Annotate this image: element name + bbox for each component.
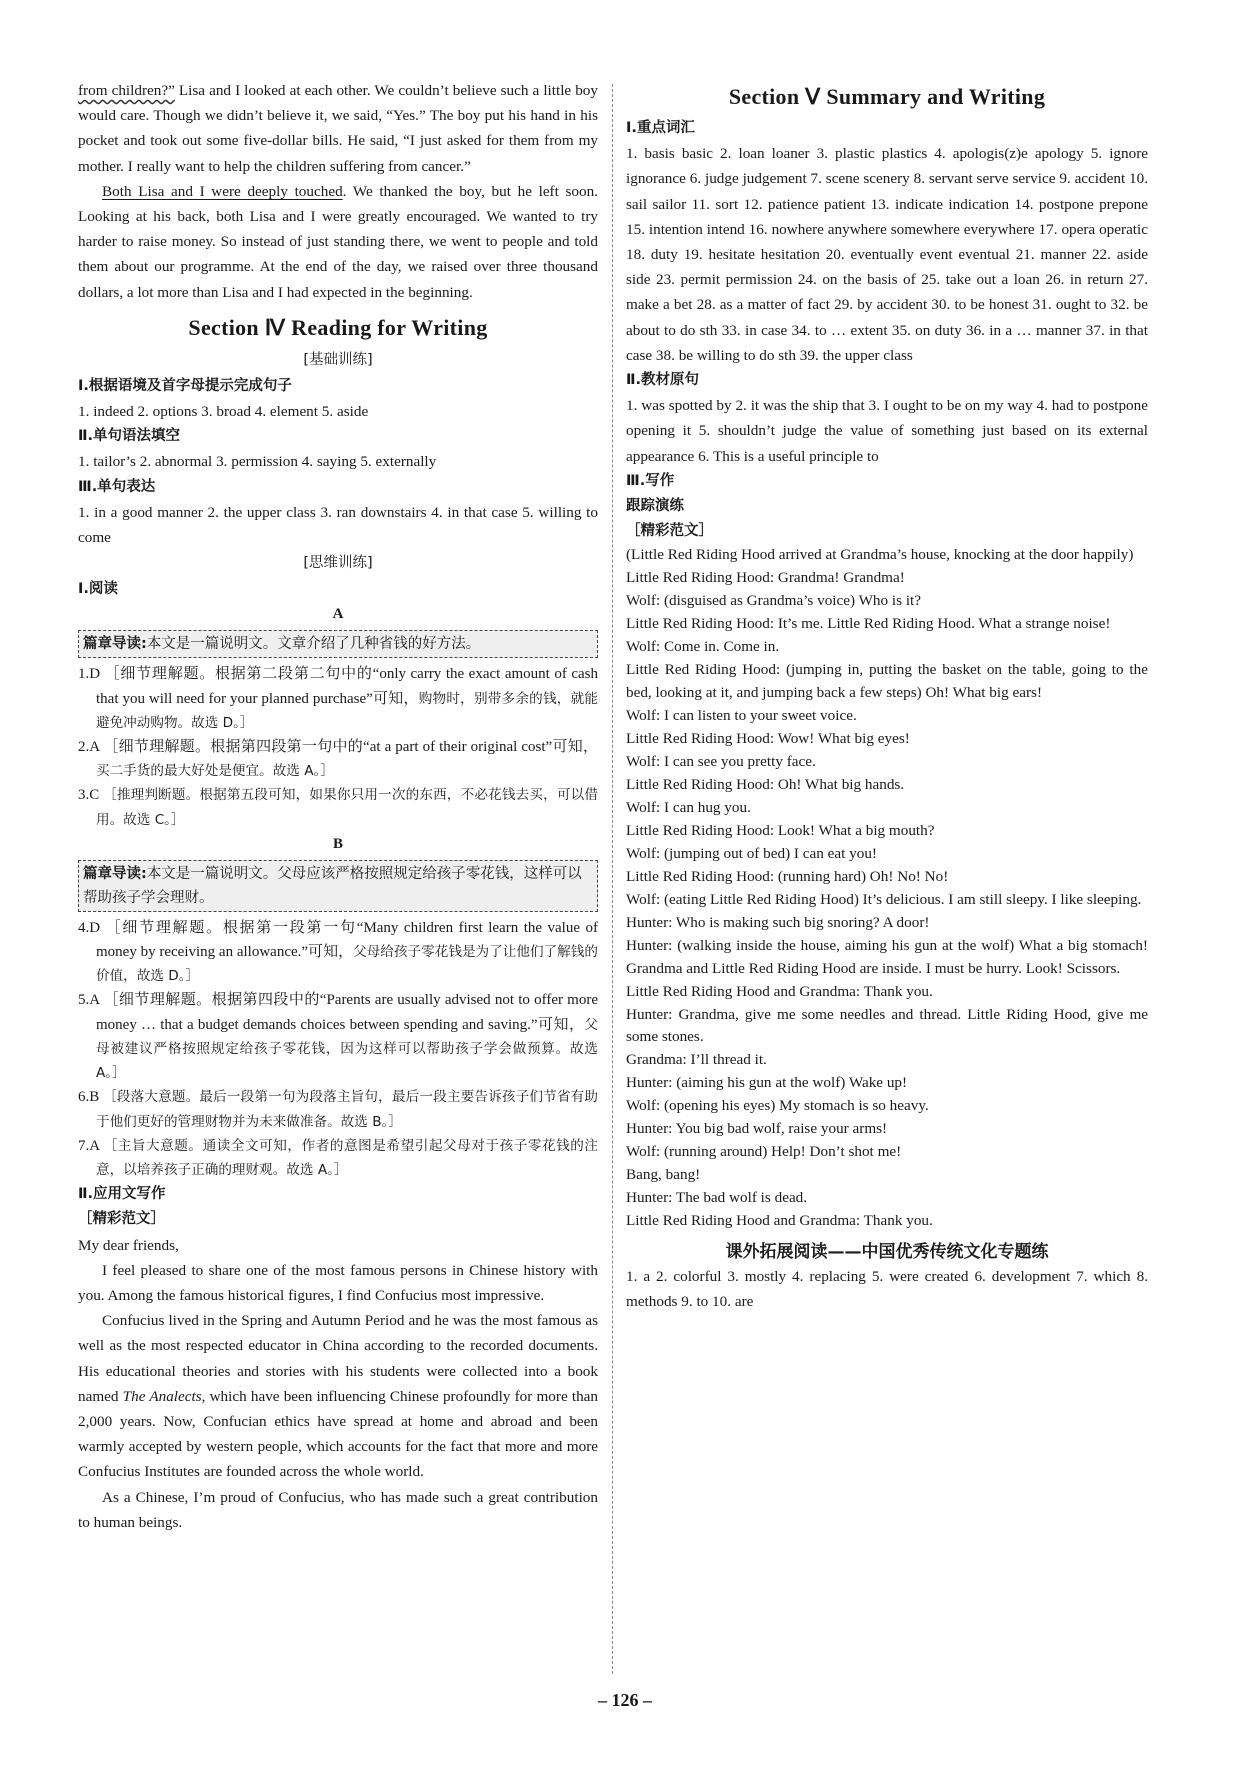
dialogue-line: Hunter: You big bad wolf, raise your arms! <box>626 1120 888 1138</box>
dialogue-line: Wolf: (jumping out of bed) I can eat you! <box>626 844 877 862</box>
part-2-heading: Ⅱ.单句语法填空 <box>78 428 181 445</box>
answer-item <box>78 735 598 783</box>
answer-item <box>78 783 598 831</box>
intro-label: 篇章导读: <box>83 865 147 882</box>
answer-explanation-en: ［细节理解题。根据第一段第一句“Many children first learn the value of money by receiving an allowance.”可知， <box>96 919 598 961</box>
reading-heading: Ⅰ.阅读 <box>78 581 118 598</box>
book-title: The Analects <box>122 1387 202 1405</box>
answers-b <box>78 916 598 1182</box>
story-underlined-sentence: Both Lisa and I were deeply touched <box>102 182 343 200</box>
textbook-sentences-answers: 1. was spotted by 2. it was the ship that 3. I ought to be on my way 4. had to postpone opening it 5. shouldn’t judge the value of something just based on its external appearance 6. This is a useful principle to <box>626 397 1148 465</box>
model-essay-label: ［精彩范文］ <box>626 523 713 540</box>
dialogue-line: Wolf: (disguised as Grandma’s voice) Who is it? <box>626 592 922 610</box>
answer-item <box>78 916 598 989</box>
dialogue-line: Hunter: (walking inside the house, aiming his gun at the wolf) What a big stomach! Grandma and Little Red Riding Hood are inside. I must be hurry. Look! Scissors. <box>626 936 1148 977</box>
answer-number: 6.B <box>78 1089 100 1106</box>
answer-explanation-en: ［细节理解题。根据第四段第一句中的“at a part of their original cost”可知， <box>103 739 599 756</box>
dialogue-line: Wolf: (eating Little Red Riding Hood) It’s delicious. I am still sleepy. I like sleeping. <box>626 890 1142 908</box>
dialogue-line: Wolf: Come in. Come in. <box>626 638 780 656</box>
story-wavy-phrase: from children?” <box>78 82 175 99</box>
letter-paragraph-1: I feel pleased to share one of the most famous persons in Chinese history with you. Among the famous historical figures, I find Confucius most impressive. <box>78 1261 598 1304</box>
dialogue-line: Wolf: (running around) Help! Don’t shot me! <box>626 1143 902 1161</box>
basic-training-label: [基础训练] <box>303 351 373 368</box>
dialogue-line: Wolf: (opening his eyes) My stomach is so heavy. <box>626 1097 929 1115</box>
dialogue-line: Little Red Riding Hood and Grandma: Thank you. <box>626 1212 933 1230</box>
thinking-training-label: [思维训练] <box>303 555 373 572</box>
dialogue-line: Little Red Riding Hood: Grandma! Grandma! <box>626 569 905 587</box>
dialogue-line: Hunter: The bad wolf is dead. <box>626 1189 808 1207</box>
right-column <box>626 78 1148 1314</box>
answers-a <box>78 662 598 831</box>
vocab-heading: Ⅰ.重点词汇 <box>626 120 695 136</box>
passage-a-intro <box>78 630 598 658</box>
answer-item <box>78 1134 598 1182</box>
letter-paragraph-2 <box>78 1308 598 1484</box>
answer-number: 3.C <box>78 787 100 804</box>
dialogue-line: Little Red Riding Hood: Look! What a big mouth? <box>626 821 935 839</box>
intro-text: 本文是一篇说明文。父母应该严格按照规定给孩子零花钱，这样可以帮助孩子学会理财。 <box>83 865 582 906</box>
page-number: – 126 – <box>598 1690 652 1710</box>
passage-a-label: A <box>332 606 344 623</box>
answer-explanation-en: ［细节理解题。根据第二段第二句中的“only carry the exact amount of cash that you will need for your planned purchase”可知， <box>96 666 599 707</box>
dialogue-line: Little Red Riding Hood: (running hard) Oh! No! No! <box>626 867 949 885</box>
section-4-title: Section Ⅳ Reading for Writing <box>188 314 488 340</box>
practice-heading: 跟踪演练 <box>626 498 684 515</box>
answer-number: 2.A <box>78 739 100 756</box>
answer-explanation-zh: 父母被建议严格按照规定给孩子零花钱，因为这样可以帮助孩子学会做预算。故选 A。］ <box>96 1016 598 1082</box>
part-2-answers: 1. tailor’s 2. abnormal 3. permission 4. saying 5. externally <box>78 453 437 471</box>
dialogue <box>626 544 1148 1233</box>
part-3-heading: Ⅲ.单句表达 <box>78 478 156 495</box>
model-essay-label: ［精彩范文］ <box>78 1211 165 1228</box>
answer-explanation-zh: ［段落大意题。最后一段第一句为段落主旨句，最后一段主要告诉孩子们节省有助于他们更好的管理财物并为未来做准备。故选 B。］ <box>96 1089 598 1130</box>
passage-b-label: B <box>332 835 343 852</box>
answer-item <box>78 662 598 735</box>
story-paragraph-1 <box>78 78 598 179</box>
dialogue-line: Grandma: I’ll thread it. <box>626 1051 767 1069</box>
passage-b-intro <box>78 860 598 912</box>
answer-number: 5.A <box>78 992 100 1009</box>
dialogue-line: Wolf: I can see you pretty face. <box>626 753 816 771</box>
story-paragraph-2-text: . We thanked the boy, but he left soon. Looking at his back, both Lisa and I were greatly encouraged. We wanted to try harder to raise money. So instead of just standing there, we went to people and told them about our programme. At the end of the day, we raised over three thousand dollars, a lot more than Lisa and I had expected in the beginning. <box>78 182 598 301</box>
story-paragraph-1-text: Lisa and I looked at each other. We couldn’t believe such a little boy would care. Though we didn’t believe it, we said, “Yes.” The boy put his hand in his pocket and took out some five-dollar bills. He said, “I just asked for them from my mother. I really want to help the children suffering from cancer.” <box>78 82 598 175</box>
textbook-sentences-heading: Ⅱ.教材原句 <box>626 372 700 389</box>
writing-heading: Ⅲ.写作 <box>626 472 675 489</box>
story-paragraph-2 <box>78 179 598 305</box>
intro-text: 本文是一篇说明文。文章介绍了几种省钱的好方法。 <box>146 636 481 653</box>
answer-explanation-zh: ［推理判断题。根据第五段可知，如果你只用一次的东西，不必花钱去买，可以借用。故选 C。］ <box>96 787 598 828</box>
answer-number: 7.A <box>78 1137 100 1154</box>
letter-greeting: My dear friends, <box>78 1236 179 1254</box>
part-1-heading: Ⅰ.根据语境及首字母提示完成句子 <box>78 377 292 394</box>
dialogue-line: Wolf: I can hug you. <box>626 798 751 816</box>
dialogue-line: Little Red Riding Hood: (jumping in, putting the basket on the table, going to the bed, looking at it, and jumping back a few steps) Oh! What big ears! <box>626 661 1148 702</box>
letter-paragraph-2-text-a: Confucius lived in the Spring and Autumn Period and he was the most famous as well as the most respected educator in China according to the recorded documents. His educational theories and stories with his students were collected into a book named <box>78 1312 598 1405</box>
answer-number: 4.D <box>78 919 101 936</box>
dialogue-line: Wolf: I can listen to your sweet voice. <box>626 707 857 725</box>
intro-label: 篇章导读: <box>83 636 147 653</box>
dialogue-line: Little Red Riding Hood: Wow! What big eyes! <box>626 730 910 748</box>
part-3-answers: 1. in a good manner 2. the upper class 3. ran downstairs 4. in that case 5. willing to come <box>78 503 598 547</box>
column-divider <box>612 84 613 1674</box>
dialogue-line: Hunter: Who is making such big snoring? A door! <box>626 913 930 931</box>
answer-explanation-zh: 购物时，别带多余的钱，就能避免冲动购物。故选 D。］ <box>96 690 599 731</box>
dialogue-line: Little Red Riding Hood: Oh! What big hands. <box>626 775 905 793</box>
part-1-answers: 1. indeed 2. options 3. broad 4. element 5. aside <box>78 403 369 421</box>
writing-heading: Ⅱ.应用文写作 <box>78 1186 166 1203</box>
letter-paragraph-3: As a Chinese, I’m proud of Confucius, who has made such a great contribution to human beings. <box>78 1488 598 1531</box>
left-column <box>78 78 598 1535</box>
section-5-title: Section Ⅴ Summary and Writing <box>728 84 1046 109</box>
dialogue-line: Little Red Riding Hood and Grandma: Thank you. <box>626 982 933 1000</box>
answer-explanation-zh: 父母给孩子零花钱是为了让他们了解钱的价值，故选 D。］ <box>96 944 598 985</box>
answer-explanation-zh: 买二手货的最大好处是便宜。故选 A。］ <box>96 763 334 780</box>
answer-item <box>78 988 598 1085</box>
letter-paragraph-2-text-b: , which have been influencing Chinese profoundly for more than 2,000 years. Now, Confucian ethics have spread at home and abroad and been warmly accepted by western people, which accounts for the fact that more and more Confucius Institutes are founded across the whole world. <box>78 1387 598 1481</box>
extension-reading-title: 课外拓展阅读——中国优秀传统文化专题练 <box>725 1242 1049 1263</box>
extension-answers: 1. a 2. colorful 3. mostly 4. replacing 5. were created 6. development 7. which 8. methods 9. to 10. are <box>626 1268 1148 1311</box>
answer-explanation-en: ［细节理解题。根据第四段中的“Parents are usually advised not to offer more money … that a budget demands choices between spending and saving.”可知， <box>96 992 598 1033</box>
dialogue-line: (Little Red Riding Hood arrived at Grandma’s house, knocking at the door happily) <box>626 546 1134 564</box>
dialogue-line: Little Red Riding Hood: It’s me. Little Red Riding Hood. What a strange noise! <box>626 615 1111 633</box>
answer-explanation-zh: ［主旨大意题。通读全文可知，作者的意图是希望引起父母对于孩子零花钱的注意，以培养孩子正确的理财观。故选 A。］ <box>96 1137 599 1178</box>
vocab-answers: 1. basis basic 2. loan loaner 3. plastic plastics 4. apologis(z)e apology 5. ignore ignorance 6. judge judgement 7. scene scenery 8. servant serve service 9. accident 10. sail sailor 11. sort 12. patience patient 13. indicate indication 14. postpone prepone 15. intention intend 16. nowhere anywhere somewhere everywhere 17. opera operatic 18. duty 19. hesitate hesitation 20. eventually event eventual 21. manner 22. aside side 23. permit permission 24. on the basis of 25. take out a loan 26. in return 27. make a bet 28. as a matter of fact 29. by accident 30. to be honest 31. ought to 32. be about to do sth 33. in case 34. to … extent 35. on duty 36. in a … manner 37. in that case 38. be willing to do sth 39. the upper class <box>626 145 1148 364</box>
answer-item <box>78 1085 598 1133</box>
answer-number: 1.D <box>78 666 101 683</box>
dialogue-line: Bang, bang! <box>626 1166 701 1184</box>
dialogue-line: Hunter: Grandma, give me some needles and thread. Little Riding Hood, give me some stones. <box>626 1005 1148 1046</box>
dialogue-line: Hunter: (aiming his gun at the wolf) Wake up! <box>626 1074 908 1092</box>
